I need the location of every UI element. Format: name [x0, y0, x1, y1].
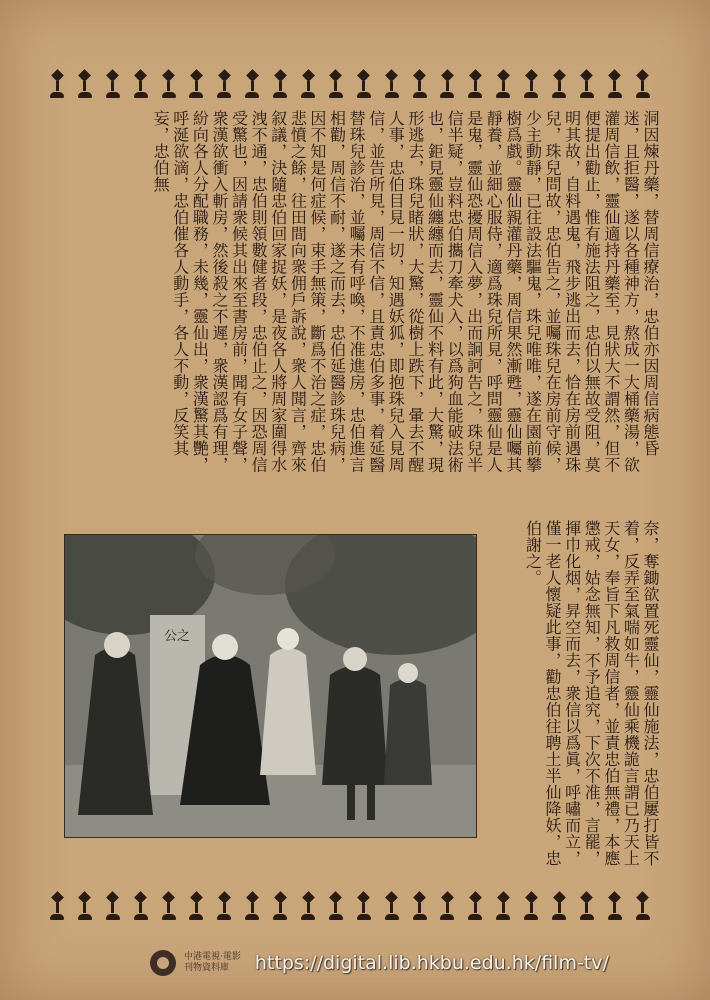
fleur-ornament-icon: [385, 71, 399, 98]
fleur-ornament-icon: [552, 71, 566, 98]
fleur-ornament-icon: [329, 893, 343, 920]
fleur-ornament-icon: [524, 893, 538, 920]
article-lower-text: 奈，奪鋤欲置死靈仙，靈仙施法，忠伯屢打皆不着，反弄至氣喘如牛，靈仙乘機詭言謂已乃天上天女，奉旨下凡救周信者，並責忠伯無禮，本應懲戒，姑念無知，不予追究，下次不准，言罷，揮巾化烟，昇空而去，衆信以爲眞，呼嘯而立，僅一老人懷疑此事，勸忠伯往聘土半仙降妖，忠伯謝之。: [523, 520, 660, 867]
fleur-ornament-icon: [189, 893, 203, 920]
fleur-ornament-icon: [78, 71, 92, 98]
fleur-ornament-icon: [440, 893, 454, 920]
fleur-ornament-icon: [413, 71, 427, 98]
fleur-ornament-icon: [468, 893, 482, 920]
fleur-ornament-icon: [608, 71, 622, 98]
fleur-ornament-icon: [301, 71, 315, 98]
fleur-ornament-icon: [217, 893, 231, 920]
fleur-ornament-icon: [301, 893, 315, 920]
fleur-ornament-icon: [245, 893, 259, 920]
bottom-ornament-border: [50, 890, 650, 922]
fleur-ornament-icon: [162, 71, 176, 98]
fleur-ornament-icon: [273, 71, 287, 98]
fleur-ornament-icon: [134, 71, 148, 98]
fleur-ornament-icon: [245, 71, 259, 98]
fleur-ornament-icon: [357, 71, 371, 98]
fleur-ornament-icon: [496, 71, 510, 98]
article-upper-text: 洞因煉丹藥，替周信療治，忠伯亦因周信病態昏迷，且拒醫，遂以各種神方，熬成一大桶藥湯，欲灌周信飲，靈仙適持丹藥至，見狀大不謂然，但不便提出勸止，惟有施法阻之，忠伯以無故受阻，莫明其故，自料遇鬼，飛步逃出而去，恰在房前遇珠兒，珠兒問故，忠伯告之，並囑珠兒在房前守候，少主動靜，已往設法驅鬼，珠兒唯唯，遂在園前攀樹爲戲。靈仙親灌丹藥，周信果然漸甦，靈仙囑其靜養，並細心服侍，適爲珠兒所見，呼問靈仙是人是鬼，靈仙恐擾周信入夢，出而詗訶告之，珠兒半信半疑，豈料忠伯攜刀牽犬入，以爲狗血能破法術也，鉅見靈仙纏纏而去，靈仙不料有此，大驚，現形逃去，珠兒睹狀，大驚，從樹上跌下，暈去不醒人事，忠伯目見一切，知遇妖狐，即抱珠兒入見周信，並告所見，周信不信，且責忠伯多事，着延醫替珠兒診治，並囑未有呼喚，不准進房，忠伯進言相勸，周信不耐，遂之而去，忠伯延醫診珠兒病，因不知是何症候，束手無策，斷爲不治之症，忠伯悲憤之餘，往田間向衆佣戶訴說，衆人聞言，齊來叙議，決隨忠伯回家捉妖，是夜各人將周家圍得水洩不通，忠伯則領數健者段，忠伯止之，因恐周信受驚也，因請衆候其出來至書房前，聞有女子聲，衆漢欲衝入斬房，然後殺之不遲，衆漢認爲有理，紛向各人分配職務，未幾，靈仙出，衆漢驚其艷，呼涎欲滴，忠伯催各人動手，各人不動，反笑其妄，忠伯無: [151, 110, 660, 473]
fleur-ornament-icon: [468, 71, 482, 98]
fleur-ornament-icon: [217, 71, 231, 98]
fleur-ornament-icon: [357, 893, 371, 920]
fleur-ornament-icon: [273, 893, 287, 920]
fleur-ornament-icon: [524, 71, 538, 98]
film-still-photo: [64, 534, 477, 838]
source-url-link[interactable]: https://digital.lib.hkbu.edu.hk/film-tv/: [254, 952, 609, 974]
fleur-ornament-icon: [580, 71, 594, 98]
library-logo-icon: [150, 950, 176, 976]
fleur-ornament-icon: [580, 893, 594, 920]
fleur-ornament-icon: [608, 893, 622, 920]
fleur-ornament-icon: [189, 71, 203, 98]
fleur-ornament-icon: [78, 893, 92, 920]
fleur-ornament-icon: [106, 71, 120, 98]
fleur-ornament-icon: [134, 893, 148, 920]
fleur-ornament-icon: [440, 71, 454, 98]
library-name: 中港電視·電影 刊物資料庫: [184, 952, 241, 973]
fleur-ornament-icon: [636, 71, 650, 98]
fleur-ornament-icon: [162, 893, 176, 920]
film-still-illustration: [65, 535, 476, 837]
fleur-ornament-icon: [106, 893, 120, 920]
fleur-ornament-icon: [496, 893, 510, 920]
fleur-ornament-icon: [329, 71, 343, 98]
fleur-ornament-icon: [413, 893, 427, 920]
stele-inscription: 公之: [163, 629, 191, 644]
library-watermark: [150, 946, 609, 980]
fleur-ornament-icon: [636, 893, 650, 920]
fleur-ornament-icon: [385, 893, 399, 920]
fleur-ornament-icon: [50, 893, 64, 920]
top-ornament-border: [50, 68, 650, 100]
fleur-ornament-icon: [50, 71, 64, 98]
fleur-ornament-icon: [552, 893, 566, 920]
